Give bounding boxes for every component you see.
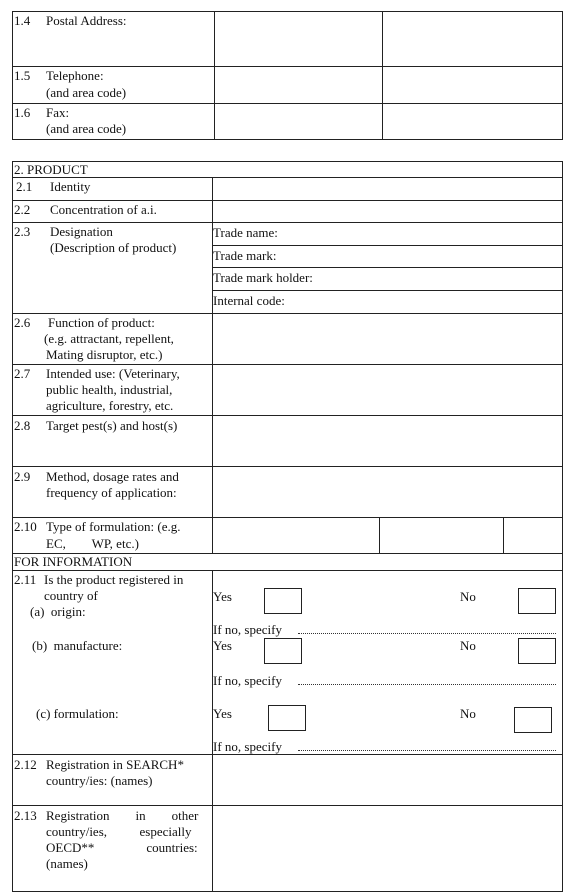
- formulation-type-label: Type of formulation: (e.g.: [46, 519, 181, 534]
- for-information-heading: FOR INFORMATION: [14, 554, 133, 569]
- row-num-2-12: 2.12: [14, 757, 37, 772]
- manufacture-yes-checkbox[interactable]: [264, 638, 302, 664]
- fax-field-1[interactable]: [216, 105, 380, 138]
- trade-name-field[interactable]: Trade name:: [213, 225, 278, 240]
- trade-mark-holder-field[interactable]: Trade mark holder:: [213, 270, 313, 285]
- other-label: Registration in other: [46, 808, 199, 823]
- formulation-yes-checkbox[interactable]: [268, 705, 306, 731]
- origin-specify-field[interactable]: [298, 633, 556, 634]
- row-num-2-8: 2.8: [14, 418, 31, 433]
- concentration-field[interactable]: [214, 202, 561, 221]
- formulation-label: (c) formulation:: [36, 706, 119, 721]
- manufacture-yes-label: Yes: [213, 638, 232, 653]
- formulation-specify-label: If no, specify: [213, 739, 282, 754]
- manufacture-no-checkbox[interactable]: [518, 638, 556, 664]
- origin-label: (a) origin:: [30, 604, 86, 619]
- internal-code-field[interactable]: Internal code:: [213, 293, 285, 308]
- other-line-3: (names): [46, 856, 88, 871]
- search-field[interactable]: [214, 756, 561, 804]
- row-num-2-1: 2.1: [16, 179, 33, 194]
- concentration-label: Concentration of a.i.: [50, 202, 157, 217]
- registered-label: Is the product registered in: [44, 572, 184, 587]
- row-num-1-5: 1.5: [14, 68, 31, 83]
- formulation-type-field-2[interactable]: [381, 519, 502, 552]
- identity-field[interactable]: [214, 179, 561, 199]
- other-line-1: country/ies, especially: [46, 824, 192, 839]
- row-num-1-4: 1.4: [14, 13, 31, 28]
- formulation-no-label: No: [460, 706, 476, 721]
- target-field[interactable]: [214, 417, 561, 465]
- function-field[interactable]: [214, 315, 561, 363]
- row-num-2-9: 2.9: [14, 469, 31, 484]
- identity-label: Identity: [50, 179, 91, 194]
- manufacture-no-label: No: [460, 638, 476, 653]
- trade-mark-field[interactable]: Trade mark:: [213, 248, 277, 263]
- formulation-type-field-1[interactable]: [214, 519, 378, 552]
- postal-address-field-1[interactable]: [216, 13, 380, 65]
- fax-label: Fax:: [46, 105, 70, 120]
- formulation-type-field-3[interactable]: [505, 519, 561, 552]
- target-label: Target pest(s) and host(s): [46, 418, 178, 433]
- origin-no-checkbox[interactable]: [518, 588, 556, 614]
- formulation-type-line-1: EC, WP, etc.): [46, 536, 139, 551]
- row-num-1-6: 1.6: [14, 105, 31, 120]
- telephone-label: Telephone:: [46, 68, 104, 83]
- origin-yes-label: Yes: [213, 589, 232, 604]
- row-num-2-7: 2.7: [14, 366, 31, 381]
- row-num-2-11: 2.11: [14, 572, 37, 587]
- intended-label: Intended use: (Veterinary,: [46, 366, 180, 381]
- manufacture-specify-field[interactable]: [298, 684, 556, 685]
- search-label: Registration in SEARCH*: [46, 757, 184, 772]
- row-num-2-3: 2.3: [14, 224, 31, 239]
- method-line-1: frequency of application:: [46, 485, 177, 500]
- row-num-2-6: 2.6: [14, 315, 31, 330]
- fax-sub: (and area code): [46, 121, 127, 136]
- telephone-field-1[interactable]: [216, 68, 380, 102]
- manufacture-specify-label: If no, specify: [213, 673, 282, 688]
- intended-line-2: agriculture, forestry, etc.: [46, 398, 174, 413]
- section2-title: 2. PRODUCT: [14, 162, 88, 177]
- origin-specify-label: If no, specify: [213, 622, 282, 637]
- row-num-2-13: 2.13: [14, 808, 37, 823]
- row-num-2-10: 2.10: [14, 519, 37, 534]
- designation-label: Designation: [50, 224, 113, 239]
- method-label: Method, dosage rates and: [46, 469, 179, 484]
- formulation-specify-field[interactable]: [298, 750, 556, 751]
- fax-field-2[interactable]: [384, 105, 560, 138]
- origin-no-label: No: [460, 589, 476, 604]
- formulation-no-checkbox[interactable]: [514, 707, 552, 733]
- search-line-1: country/ies: (names): [46, 773, 153, 788]
- intended-field[interactable]: [214, 366, 561, 414]
- origin-yes-checkbox[interactable]: [264, 588, 302, 614]
- row-num-2-2: 2.2: [14, 202, 31, 217]
- other-field[interactable]: [214, 807, 561, 890]
- designation-sub: (Description of product): [50, 240, 177, 255]
- function-label: Function of product:: [48, 315, 155, 330]
- registered-line-1: country of: [44, 588, 98, 603]
- intended-line-1: public health, industrial,: [46, 382, 173, 397]
- method-field[interactable]: [214, 468, 561, 516]
- telephone-field-2[interactable]: [384, 68, 560, 102]
- formulation-yes-label: Yes: [213, 706, 232, 721]
- function-line-2: Mating disruptor, etc.): [46, 347, 163, 362]
- other-line-2: OECD** countries:: [46, 840, 198, 855]
- telephone-sub: (and area code): [46, 85, 127, 100]
- function-line-1: (e.g. attractant, repellent,: [44, 331, 174, 346]
- manufacture-label: (b) manufacture:: [32, 638, 123, 653]
- postal-address-field-2[interactable]: [384, 13, 560, 65]
- postal-address-label: Postal Address:: [46, 13, 127, 28]
